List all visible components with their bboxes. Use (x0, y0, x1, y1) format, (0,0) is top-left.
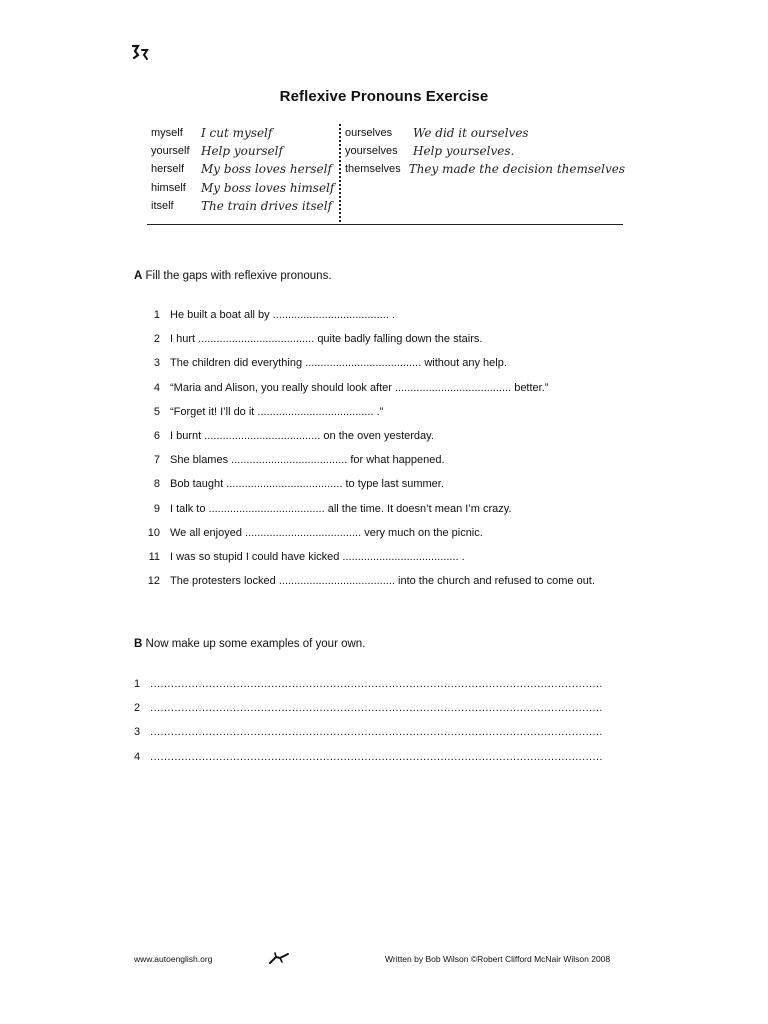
answer-line: ................................................................................................................................... (150, 750, 603, 763)
page-title: Reflexive Pronouns Exercise (279, 88, 489, 105)
section-heading-text: Fill the gaps with reflexive pronouns. (142, 270, 332, 282)
autoenglish-logo-icon (130, 42, 152, 64)
item-text: I was so stupid I could have kicked ...................................... . (170, 550, 465, 563)
section-heading-text: Now make up some examples of your own. (142, 638, 366, 650)
pronoun-example: Help yourselves. (413, 144, 515, 159)
item-text: We all enjoyed ...................................... very much on the picnic. (170, 526, 483, 539)
pronoun-row (151, 142, 337, 160)
answer-line: ................................................................................................................................... (150, 702, 603, 715)
item-number: 1 (153, 309, 160, 322)
item-number: 4 (134, 750, 141, 763)
section-a-heading (134, 270, 332, 282)
exercise-item (134, 351, 654, 375)
section-letter: B (134, 638, 143, 650)
pronoun-reference-table (147, 124, 623, 225)
exercise-item (134, 400, 654, 424)
item-number: 7 (153, 454, 160, 467)
item-text: Bob taught ...................................... to type last summer. (170, 478, 444, 491)
pronoun-example: My boss loves herself (201, 162, 332, 177)
pronoun-column-singular (151, 124, 337, 215)
item-text: The children did everything ...................................... without any help. (170, 357, 507, 370)
pronoun-word: myself (151, 127, 183, 140)
item-text: “Forget it! I’ll do it ...................................... .” (170, 405, 384, 418)
item-text: I burnt ...................................... on the oven yesterday. (170, 430, 434, 443)
exercise-item (134, 327, 654, 351)
pronoun-word: yourself (151, 145, 190, 158)
item-number: 6 (153, 430, 160, 443)
pronoun-row (151, 160, 337, 178)
answer-line: ................................................................................................................................... (150, 678, 603, 691)
pronoun-row (345, 124, 625, 142)
item-text: I talk to ...................................... all the time. It doesn’t mean I’m crazy. (170, 502, 512, 515)
item-number: 10 (147, 526, 160, 539)
pronoun-row (151, 197, 337, 215)
pronoun-word: himself (151, 181, 186, 194)
answer-line-item (134, 745, 603, 769)
pronoun-example: Help yourself (201, 144, 283, 159)
section-letter: A (134, 270, 143, 282)
item-number: 2 (134, 702, 141, 715)
pronoun-row (151, 124, 337, 142)
pronoun-word: ourselves (345, 127, 393, 140)
pronoun-example: The train drives itself (201, 198, 333, 213)
answer-line: ................................................................................................................................... (150, 726, 603, 739)
footer-credit: Written by Bob Wilson ©Robert Clifford McNair Wilson 2008 (385, 954, 611, 964)
item-text: “Maria and Alison, you really should look after ...................................... better.” (170, 381, 549, 394)
item-number: 5 (153, 405, 160, 418)
section-b-heading (134, 638, 365, 650)
pronoun-example: We did it ourselves (413, 126, 529, 141)
pronoun-example: They made the decision themselves (408, 162, 625, 177)
answer-line-item (134, 720, 603, 744)
item-text: He built a boat all by ...................................... . (170, 309, 395, 322)
item-number: 3 (134, 726, 141, 739)
item-number: 2 (153, 333, 160, 346)
exercise-list-a (134, 303, 654, 593)
exercise-list-b (134, 672, 603, 769)
footer-website: www.autoenglish.org (134, 954, 213, 964)
item-number: 3 (153, 357, 160, 370)
exercise-item (134, 424, 654, 448)
item-number: 1 (134, 678, 141, 691)
exercise-item (134, 448, 654, 472)
answer-line-item (134, 672, 603, 696)
answer-line-item (134, 696, 603, 720)
pronoun-row (345, 142, 625, 160)
pronoun-word: itself (151, 199, 174, 212)
exercise-item (134, 376, 654, 400)
pointing-hand-icon (268, 950, 290, 966)
item-number: 8 (153, 478, 160, 491)
exercise-item (134, 303, 654, 327)
item-number: 9 (153, 502, 160, 515)
item-number: 12 (147, 575, 160, 588)
item-number: 4 (153, 381, 160, 394)
pronoun-word: herself (151, 163, 185, 176)
exercise-item (134, 497, 654, 521)
item-number: 11 (148, 550, 160, 563)
item-text: She blames ...................................... for what happened. (170, 454, 445, 467)
pronoun-row (151, 179, 337, 197)
item-text: I hurt ...................................... quite badly falling down the stairs. (170, 333, 483, 346)
column-divider (339, 124, 341, 222)
item-text: The protesters locked ...................................... into the church and refused to come out. (170, 575, 595, 588)
exercise-item (134, 521, 654, 545)
exercise-item (134, 545, 654, 569)
pronoun-word: yourselves (345, 145, 398, 158)
exercise-item (134, 472, 654, 496)
pronoun-example: My boss loves himself (201, 180, 335, 195)
pronoun-example: I cut myself (201, 126, 273, 141)
pronoun-word: themselves (345, 163, 401, 176)
pronoun-row (345, 160, 625, 178)
pronoun-column-plural (345, 124, 625, 179)
exercise-item (134, 569, 654, 593)
